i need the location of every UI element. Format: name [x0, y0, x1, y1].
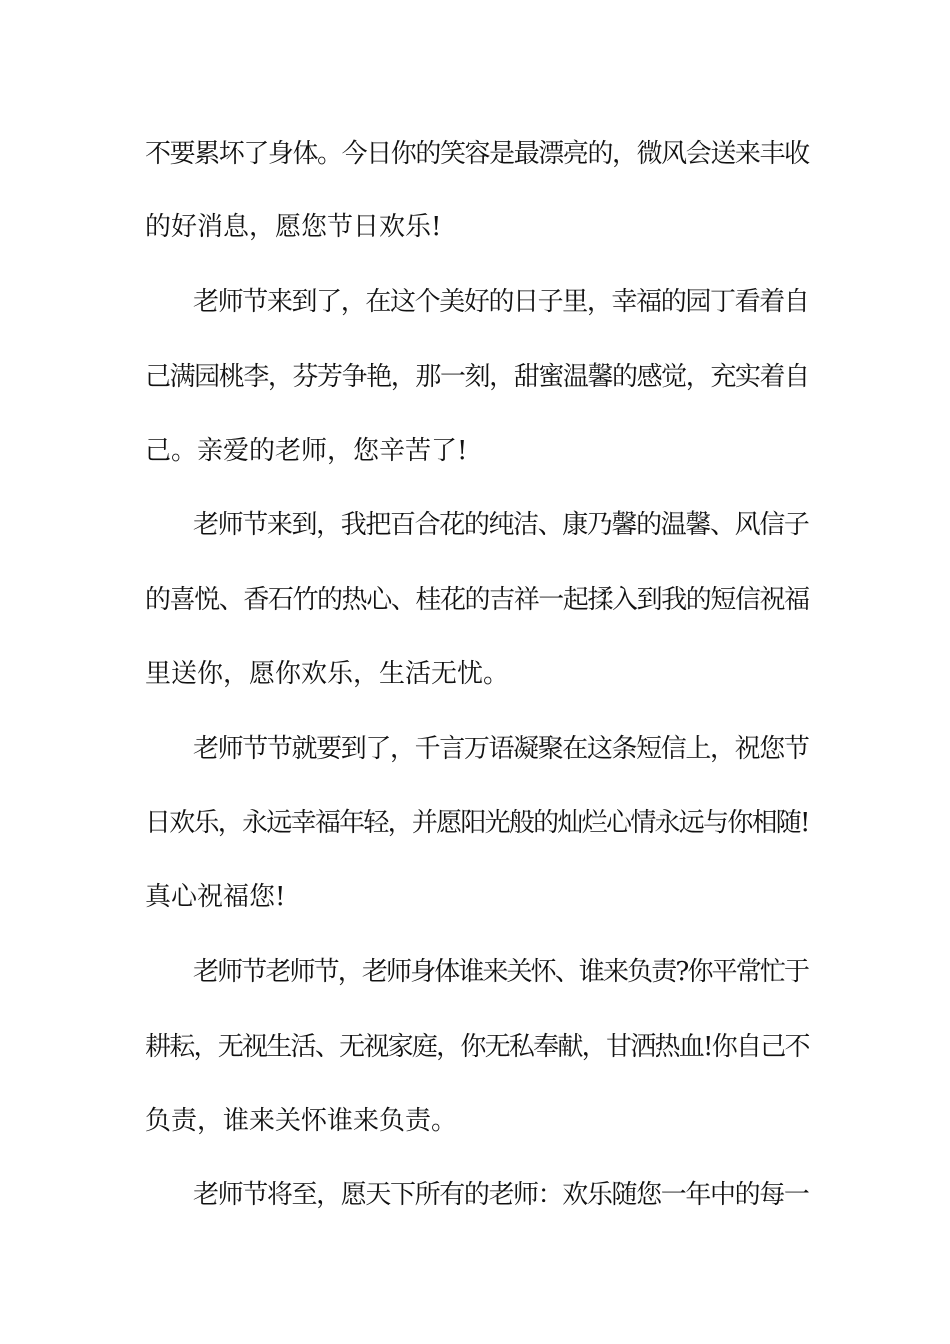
paragraph-2-line-3: 己。亲爱的老师，您辛苦了! [145, 436, 468, 466]
paragraph-4-line-2: 日欢乐，永远幸福年轻，并愿阳光般的灿烂心情永远与你相随! [145, 808, 809, 838]
paragraph-5-line-3: 负责，谁来关怀谁来负责。 [145, 1106, 458, 1136]
paragraph-1-line-1: 不要累坏了身体。今日你的笑容是最漂亮的，微风会送来丰收 [145, 139, 809, 169]
paragraph-3-line-2: 的喜悦、香石竹的热心、桂花的吉祥一起揉入到我的短信祝福 [145, 585, 809, 615]
paragraph-1-line-2: 的好消息，愿您节日欢乐! [145, 212, 442, 242]
paragraph-2-line-2: 己满园桃李，芬芳争艳，那一刻，甜蜜温馨的感觉，充实着自 [145, 362, 809, 392]
paragraph-6-line-1: 老师节将至，愿天下所有的老师：欢乐随您一年中的每一 [193, 1180, 809, 1210]
paragraph-2-line-1: 老师节来到了，在这个美好的日子里，幸福的园丁看着自 [193, 287, 809, 317]
paragraph-5-line-2: 耕耘，无视生活、无视家庭，你无私奉献，甘洒热血!你自己不 [145, 1032, 809, 1062]
paragraph-3-line-3: 里送你，愿你欢乐，生活无忧。 [145, 659, 510, 689]
paragraph-5-line-1: 老师节老师节，老师身体谁来关怀、谁来负责?你平常忙于 [193, 957, 809, 987]
paragraph-4-line-1: 老师节节就要到了，千言万语凝聚在这条短信上，祝您节 [193, 734, 809, 764]
paragraph-4-line-3: 真心祝福您! [145, 882, 286, 912]
paragraph-3-line-1: 老师节来到，我把百合花的纯洁、康乃馨的温馨、风信子 [193, 510, 809, 540]
